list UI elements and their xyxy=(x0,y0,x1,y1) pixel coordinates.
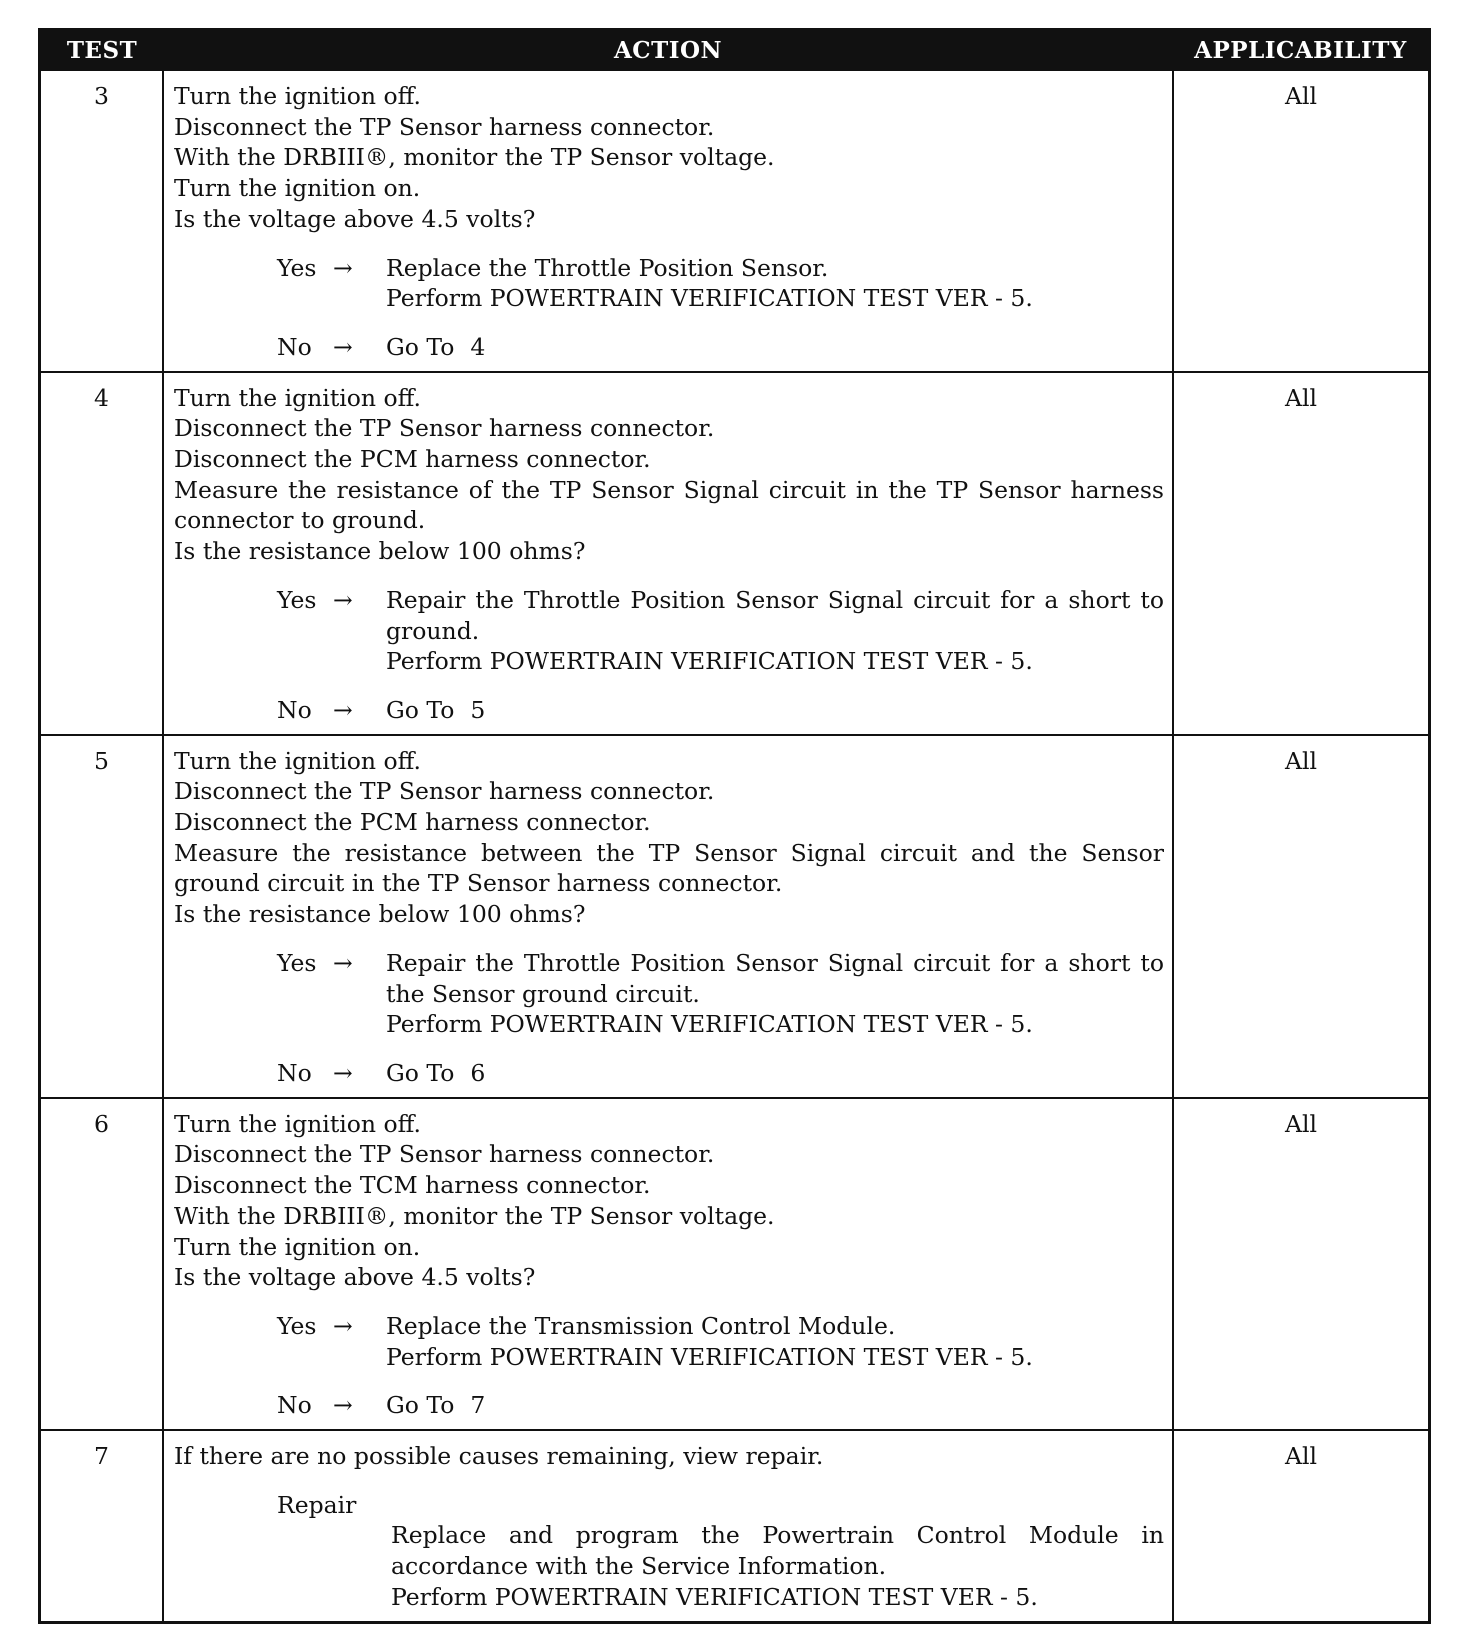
step: Turn the ignition off. xyxy=(174,1109,422,1138)
test-row-5 xyxy=(40,735,1430,1098)
yes-action: Replace the Transmission Control Module. xyxy=(386,1311,896,1340)
yes-label: Yes xyxy=(277,585,317,614)
step: Measure the resistance between the TP Sensor Signal circuit and the Sensor ground circuit in the TP Sensor harness connector. xyxy=(174,838,1164,898)
verification-step: Perform POWERTRAIN VERIFICATION TEST VER - 5. xyxy=(391,1582,1038,1611)
arrow-right-icon: → xyxy=(333,1058,353,1087)
diagnostic-test-table xyxy=(38,28,1431,1624)
verification-step: Perform POWERTRAIN VERIFICATION TEST VER - 5. xyxy=(386,1010,1033,1039)
applicability-value: All xyxy=(1173,70,1430,372)
no-label: No xyxy=(277,332,312,361)
test-row-6 xyxy=(40,1098,1430,1430)
yes-label: Yes xyxy=(277,948,317,977)
test-number: 7 xyxy=(40,1430,164,1622)
header-test: TEST xyxy=(40,30,164,71)
action-cell xyxy=(163,1098,1173,1430)
yes-branch xyxy=(277,585,1164,677)
yes-action: Repair the Throttle Position Sensor Signal circuit for a short to ground. xyxy=(386,585,1164,645)
applicability-value: All xyxy=(1173,372,1430,735)
arrow-right-icon: → xyxy=(333,948,353,977)
arrow-right-icon: → xyxy=(333,332,353,361)
verification-step: Perform POWERTRAIN VERIFICATION TEST VER - 5. xyxy=(386,284,1033,313)
step: Turn the ignition on. xyxy=(174,1232,421,1261)
no-label: No xyxy=(277,1391,312,1420)
action-cell xyxy=(163,1430,1173,1622)
yes-label: Yes xyxy=(277,1311,317,1340)
goto-target: 7 xyxy=(470,1391,486,1420)
step: Disconnect the TP Sensor harness connector. xyxy=(174,112,715,141)
test-number: 4 xyxy=(40,372,164,735)
step: Disconnect the PCM harness connector. xyxy=(174,808,651,837)
repair-label: Repair xyxy=(277,1490,357,1519)
applicability-value: All xyxy=(1173,735,1430,1098)
verification-step: Perform POWERTRAIN VERIFICATION TEST VER - 5. xyxy=(386,1342,1033,1371)
applicability-value: All xyxy=(1173,1098,1430,1430)
yes-action: Repair the Throttle Position Sensor Signal circuit for a short to the Sensor ground circuit. xyxy=(386,948,1164,1008)
question: Is the resistance below 100 ohms? xyxy=(174,900,586,929)
action-cell xyxy=(163,735,1173,1098)
applicability-value: All xyxy=(1173,1430,1430,1622)
no-branch xyxy=(277,695,1164,726)
step: With the DRBIII®, monitor the TP Sensor voltage. xyxy=(174,143,775,172)
action-cell xyxy=(163,372,1173,735)
goto-text: Go To xyxy=(386,1391,455,1420)
no-branch xyxy=(277,332,1164,363)
yes-branch xyxy=(277,948,1164,1040)
arrow-right-icon: → xyxy=(333,1311,353,1340)
goto-target: 4 xyxy=(470,332,486,361)
test-row-3 xyxy=(40,70,1430,372)
test-number: 5 xyxy=(40,735,164,1098)
arrow-right-icon: → xyxy=(333,695,353,724)
step: Disconnect the TCM harness connector. xyxy=(174,1171,651,1200)
test-number: 6 xyxy=(40,1098,164,1430)
step: Disconnect the TP Sensor harness connector. xyxy=(174,1140,715,1169)
goto-target: 6 xyxy=(470,1058,486,1087)
step: Turn the ignition on. xyxy=(174,174,421,203)
question: Is the voltage above 4.5 volts? xyxy=(174,204,536,233)
step: Turn the ignition off. xyxy=(174,746,422,775)
step: With the DRBIII®, monitor the TP Sensor voltage. xyxy=(174,1201,775,1230)
step: Disconnect the TP Sensor harness connector. xyxy=(174,777,715,806)
no-branch xyxy=(277,1390,1164,1421)
question: Is the voltage above 4.5 volts? xyxy=(174,1263,536,1292)
arrow-right-icon: → xyxy=(333,585,353,614)
step: Measure the resistance of the TP Sensor Signal circuit in the TP Sensor harness connector to ground. xyxy=(174,475,1164,535)
question: Is the resistance below 100 ohms? xyxy=(174,537,586,566)
goto-target: 5 xyxy=(470,695,486,724)
no-label: No xyxy=(277,695,312,724)
arrow-right-icon: → xyxy=(333,253,353,282)
goto-text: Go To xyxy=(386,695,455,724)
header-row xyxy=(40,30,1430,71)
step: Disconnect the PCM harness connector. xyxy=(174,445,651,474)
verification-step: Perform POWERTRAIN VERIFICATION TEST VER - 5. xyxy=(386,647,1033,676)
step: Disconnect the TP Sensor harness connector. xyxy=(174,414,715,443)
yes-branch xyxy=(277,253,1164,314)
repair-action: Replace and program the Powertrain Control Module in accordance with the Service Information. xyxy=(391,1521,1164,1581)
repair-text xyxy=(391,1520,1164,1612)
no-branch xyxy=(277,1058,1164,1089)
step: If there are no possible causes remaining, view repair. xyxy=(174,1442,824,1471)
yes-label: Yes xyxy=(277,253,317,282)
header-action: ACTION xyxy=(163,30,1173,71)
yes-branch xyxy=(277,1311,1164,1372)
test-row-4 xyxy=(40,372,1430,735)
goto-text: Go To xyxy=(386,1058,455,1087)
yes-action: Replace the Throttle Position Sensor. xyxy=(386,253,829,282)
step: Turn the ignition off. xyxy=(174,383,422,412)
test-row-7 xyxy=(40,1430,1430,1622)
test-number: 3 xyxy=(40,70,164,372)
no-label: No xyxy=(277,1058,312,1087)
header-applicability: APPLICABILITY xyxy=(1173,30,1430,71)
arrow-right-icon: → xyxy=(333,1391,353,1420)
goto-text: Go To xyxy=(386,332,455,361)
action-cell xyxy=(163,70,1173,372)
step: Turn the ignition off. xyxy=(174,82,422,110)
